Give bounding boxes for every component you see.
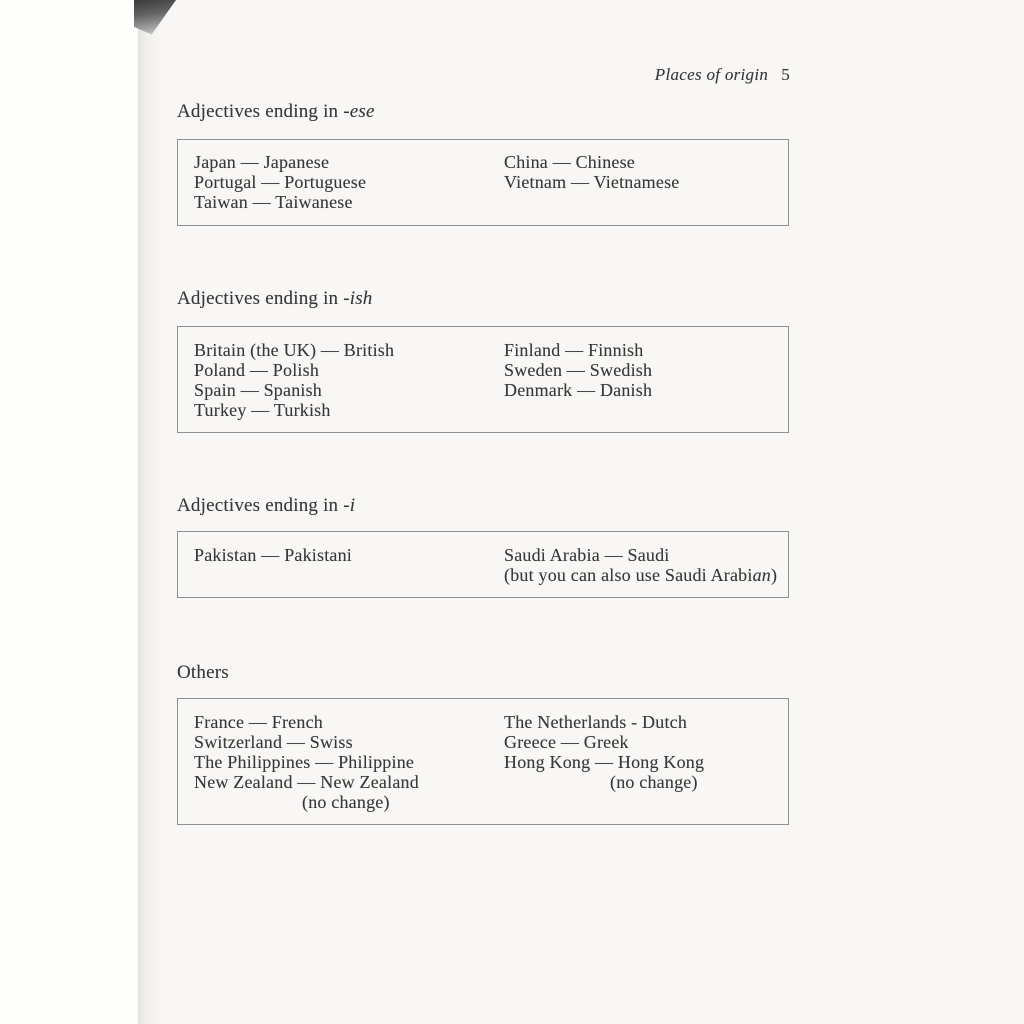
origin-pair-row: Sweden — Swedish [504,360,653,380]
section-heading [177,101,375,122]
origin-pair-row: Denmark — Danish [504,380,653,400]
examples-box [177,139,789,226]
heading-prefix: Adjectives ending in [177,101,344,122]
origin-pair-row: Saudi Arabia — Saudi [504,545,670,565]
right-column [504,545,777,585]
heading-suffix: -ese [343,101,375,122]
origin-pair-row: The Philippines — Philippine [194,752,415,772]
left-column [194,340,394,420]
heading-prefix: Others [177,662,229,683]
origin-pair-row: Britain (the UK) — British [194,340,395,360]
right-column [504,152,679,192]
origin-pair-row: Switzerland — Swiss [194,732,353,752]
origin-pair-row: Finland — Finnish [504,340,644,360]
origin-pair-row: China — Chinese [504,152,635,172]
origin-pair-row: Hong Kong — Hong Kong [504,752,705,772]
origin-pair-row: Spain — Spanish [194,380,323,400]
right-column [504,712,704,792]
origin-pair-row: Turkey — Turkish [194,400,331,420]
note-pre: (but you can also use Saudi Arabi [504,565,753,585]
running-head [560,65,790,85]
section-heading [177,495,355,516]
usage-note [504,565,777,585]
examples-box [177,326,789,433]
left-column [194,712,419,812]
origin-pair-row: (no change) [302,792,390,812]
origin-pair-row: Taiwan — Taiwanese [194,192,353,212]
origin-pair-row: Poland — Polish [194,360,320,380]
examples-box [177,531,789,598]
origin-pair-row: Greece — Greek [504,732,629,752]
section-heading [177,662,229,683]
running-head-title: Places of origin [654,65,769,84]
note-italic: an [752,565,771,585]
origin-pair-row: New Zealand — New Zealand [194,772,419,792]
origin-pair-row: (no change) [610,772,698,792]
heading-prefix: Adjectives ending in [177,495,344,516]
left-column [194,152,366,212]
origin-pair-row: Pakistan — Pakistani [194,545,352,565]
origin-pair-row: Portugal — Portuguese [194,172,367,192]
origin-pair-row: The Netherlands - Dutch [504,712,688,732]
heading-prefix: Adjectives ending in [177,288,344,309]
section-heading [177,288,373,309]
page-number: 5 [781,65,790,84]
origin-pair-row: Japan — Japanese [194,152,330,172]
note-post: ) [770,565,778,585]
heading-suffix: -ish [343,288,373,309]
origin-pair-row: France — French [194,712,323,732]
examples-box [177,698,789,825]
heading-suffix: -i [343,495,356,516]
left-column [194,545,352,565]
right-column [504,340,652,400]
origin-pair-row: Vietnam — Vietnamese [504,172,680,192]
